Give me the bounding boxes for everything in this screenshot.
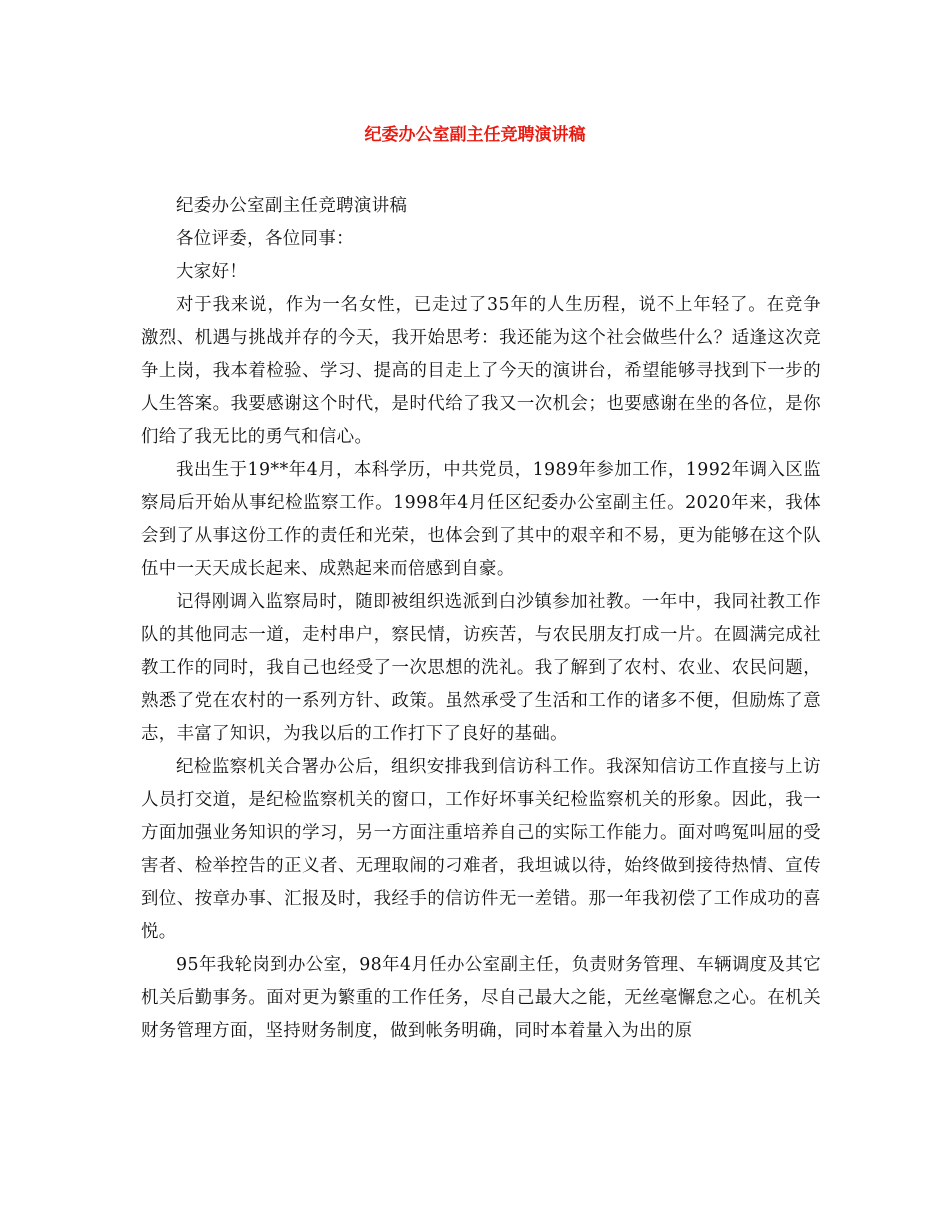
paragraph-greeting: 大家好！	[176, 262, 248, 282]
paragraph-heading: 纪委办公室副主任竞聘演讲稿	[176, 196, 408, 216]
paragraph: 我出生于19**年4月，本科学历，中共党员，1989年参加工作，1992年调入区监察局后开始从事纪检监察工作。1998年4月任区纪委办公室副主任。2020年来，我体会到了从事这份工作的责任和光荣，也体会到了其中的艰辛和不易，更为能够在这个队伍中一天天成长起来、成熟起来而倍感到自豪。	[141, 460, 821, 579]
paragraph-salutation: 各位评委，各位同事：	[176, 229, 354, 249]
document-body	[141, 190, 821, 1048]
paragraph: 记得刚调入监察局时，随即被组织选派到白沙镇参加社教。一年中，我同社教工作队的其他同志一道，走村串户，察民情，访疾苦，与农民朋友打成一片。在圆满完成社教工作的同时，我自己也经受了一次思想的洗礼。我了解到了农村、农业、农民问题，熟悉了党在农村的一系列方针、政策。虽然承受了生活和工作的诸多不便，但励炼了意志，丰富了知识，为我以后的工作打下了良好的基础。	[141, 592, 821, 744]
paragraph: 对于我来说，作为一名女性，已走过了35年的人生历程，说不上年轻了。在竞争激烈、机遇与挑战并存的今天，我开始思考：我还能为这个社会做些什么？适逢这次竞争上岗，我本着检验、学习、提高的目走上了今天的演讲台，希望能够寻找到下一步的人生答案。我要感谢这个时代，是时代给了我又一次机会；也要感谢在坐的各位，是你们给了我无比的勇气和信心。	[141, 295, 821, 447]
document-title: 纪委办公室副主任竞聘演讲稿	[364, 125, 586, 145]
paragraph: 95年我轮岗到办公室，98年4月任办公室副主任，负责财务管理、车辆调度及其它机关后勤事务。面对更为繁重的工作任务，尽自己最大之能，无丝毫懈怠之心。在机关财务管理方面，坚持财务制度，做到帐务明确，同时本着量入为出的原	[141, 955, 821, 1041]
paragraph: 纪检监察机关合署办公后，组织安排我到信访科工作。我深知信访工作直接与上访人员打交道，是纪检监察机关的窗口，工作好坏事关纪检监察机关的形象。因此，我一方面加强业务知识的学习，另一方面注重培养自己的实际工作能力。面对鸣冤叫屈的受害者、检举控告的正义者、无理取闹的刁难者，我坦诚以待，始终做到接待热情、宣传到位、按章办事、汇报及时，我经手的信访件无一差错。那一年我初偿了工作成功的喜悦。	[141, 757, 821, 942]
